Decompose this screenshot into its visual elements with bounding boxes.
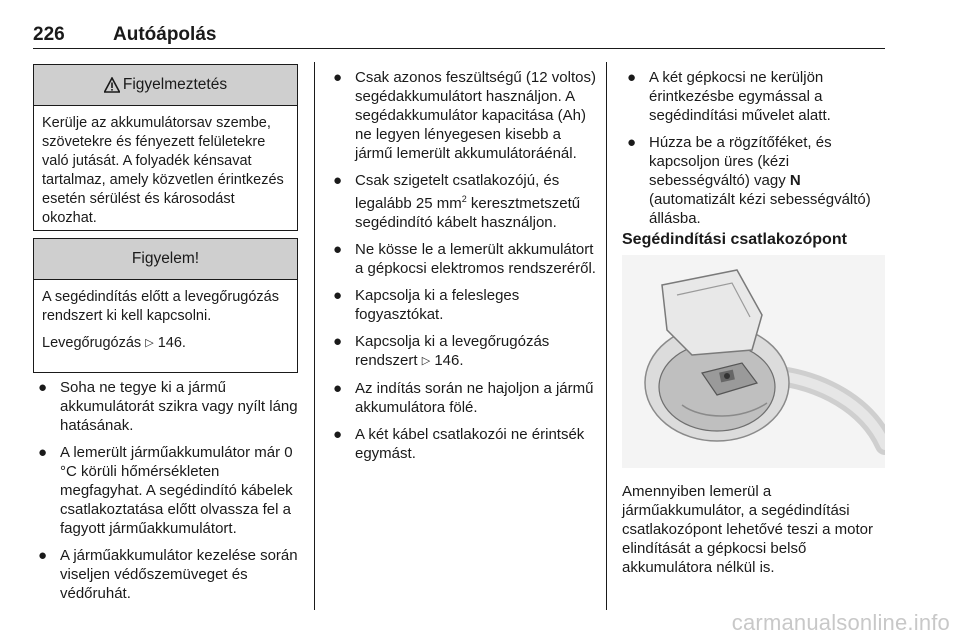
- watermark: carmanualsonline.info: [731, 610, 950, 635]
- description-paragraph: Amennyiben lemerül a járműakkumulátor, a segédindítási csatlakozópont lehetővé teszi a motor elindítását a gépkocsi belső akkumulátora nélkül is.: [622, 483, 873, 576]
- notice-ref-page: 146.: [157, 335, 186, 351]
- notice-box-ref: [42, 334, 289, 353]
- list-item: ● A lemerült járműakkumulátor már 0 °C körüli hőmérsékleten megfagyhat. A segédindító kábelek csatlakoztatása előtt olvassza fel a fagyott járműakkumulátort.: [38, 444, 293, 537]
- list-item: ● Kapcsolja ki a felesleges fogyasztókat.: [333, 287, 520, 323]
- warning-box: [33, 64, 298, 231]
- list-item: ● Ne kösse le a lemerült akkumulátort a gépkocsi elektromos rendszeréről.: [333, 241, 596, 277]
- page-header: [33, 18, 885, 48]
- warning-box-header: [34, 65, 297, 106]
- list-item: ● Soha ne tegye ki a jármű akkumulátorát szikra vagy nyílt láng hatásának.: [38, 379, 298, 434]
- list-item: ● Csak szigetelt csatlakozójú, és legalább 25 $mm^2$ keresztmetszetű segédindító kábelt használjon.: [333, 172, 581, 231]
- column-divider-2: [606, 62, 607, 610]
- col2-bullet-list: [328, 68, 596, 471]
- list-item: ● A két gépkocsi ne kerüljön érintkezésbe egymással a segédindítási művelet alatt.: [627, 69, 831, 124]
- warning-box-title: Figyelmeztetés: [122, 76, 228, 93]
- notice-box-title: Figyelem!: [131, 250, 200, 267]
- page-title: Autóápolás: [113, 24, 217, 45]
- notice-box-header: [34, 239, 297, 280]
- terminal-cover-illustration: [622, 255, 885, 468]
- list-item: ● A két kábel csatlakozói ne érintsék egymást.: [333, 426, 585, 462]
- list-item: ● Csak azonos feszültségű (12 voltos) segédakkumulátort használjon. A segédakkumulátor kapacitása (Ah) ne legyen lényegesen kisebb a jármű lemerült akkumulátoráénál.: [333, 69, 596, 162]
- list-item: ● Kapcsolja ki a levegőrugózás rendszert ▷ 146.: [333, 333, 550, 369]
- page-ref-arrow-icon: ▷: [145, 337, 154, 349]
- list-item: ● Húzza be a rögzítőféket, és kapcsoljon üres (kézi sebességváltó) vagy N (automatizált kézi sebességváltó) állásba.: [627, 134, 871, 227]
- notice-box-text: A segédindítás előtt a levegőrugózás rendszert ki kell kapcsolni.: [42, 289, 279, 324]
- section-title: Segédindítási csatlakozópont: [622, 231, 847, 248]
- page-number: 226: [33, 24, 65, 45]
- warning-triangle-icon: [104, 77, 120, 93]
- header-rule: [33, 48, 885, 49]
- column-divider-1: [314, 62, 315, 610]
- list-item: ● Az indítás során ne hajoljon a jármű akkumulátora fölé.: [333, 380, 594, 416]
- jump-start-terminal-figure: [622, 255, 885, 468]
- notice-box: [33, 238, 298, 373]
- col1-bullet-list: [33, 378, 301, 611]
- notice-ref-text: Levegőrugózás: [42, 335, 142, 351]
- page-ref-arrow-icon: ▷: [421, 355, 431, 367]
- list-item: ● A járműakkumulátor kezelése során viseljen védőszemüveget és védőruhát.: [38, 547, 298, 602]
- warning-box-text: Kerülje az akkumulátorsav szembe, szövetekre és fényezett felületekre való jutását. A folyadék kénsavat tartalmaz, amely közvetlen érintkezés esetén sérülést és károsodást okozhat.: [42, 115, 284, 226]
- col3-bullet-list: [622, 68, 888, 236]
